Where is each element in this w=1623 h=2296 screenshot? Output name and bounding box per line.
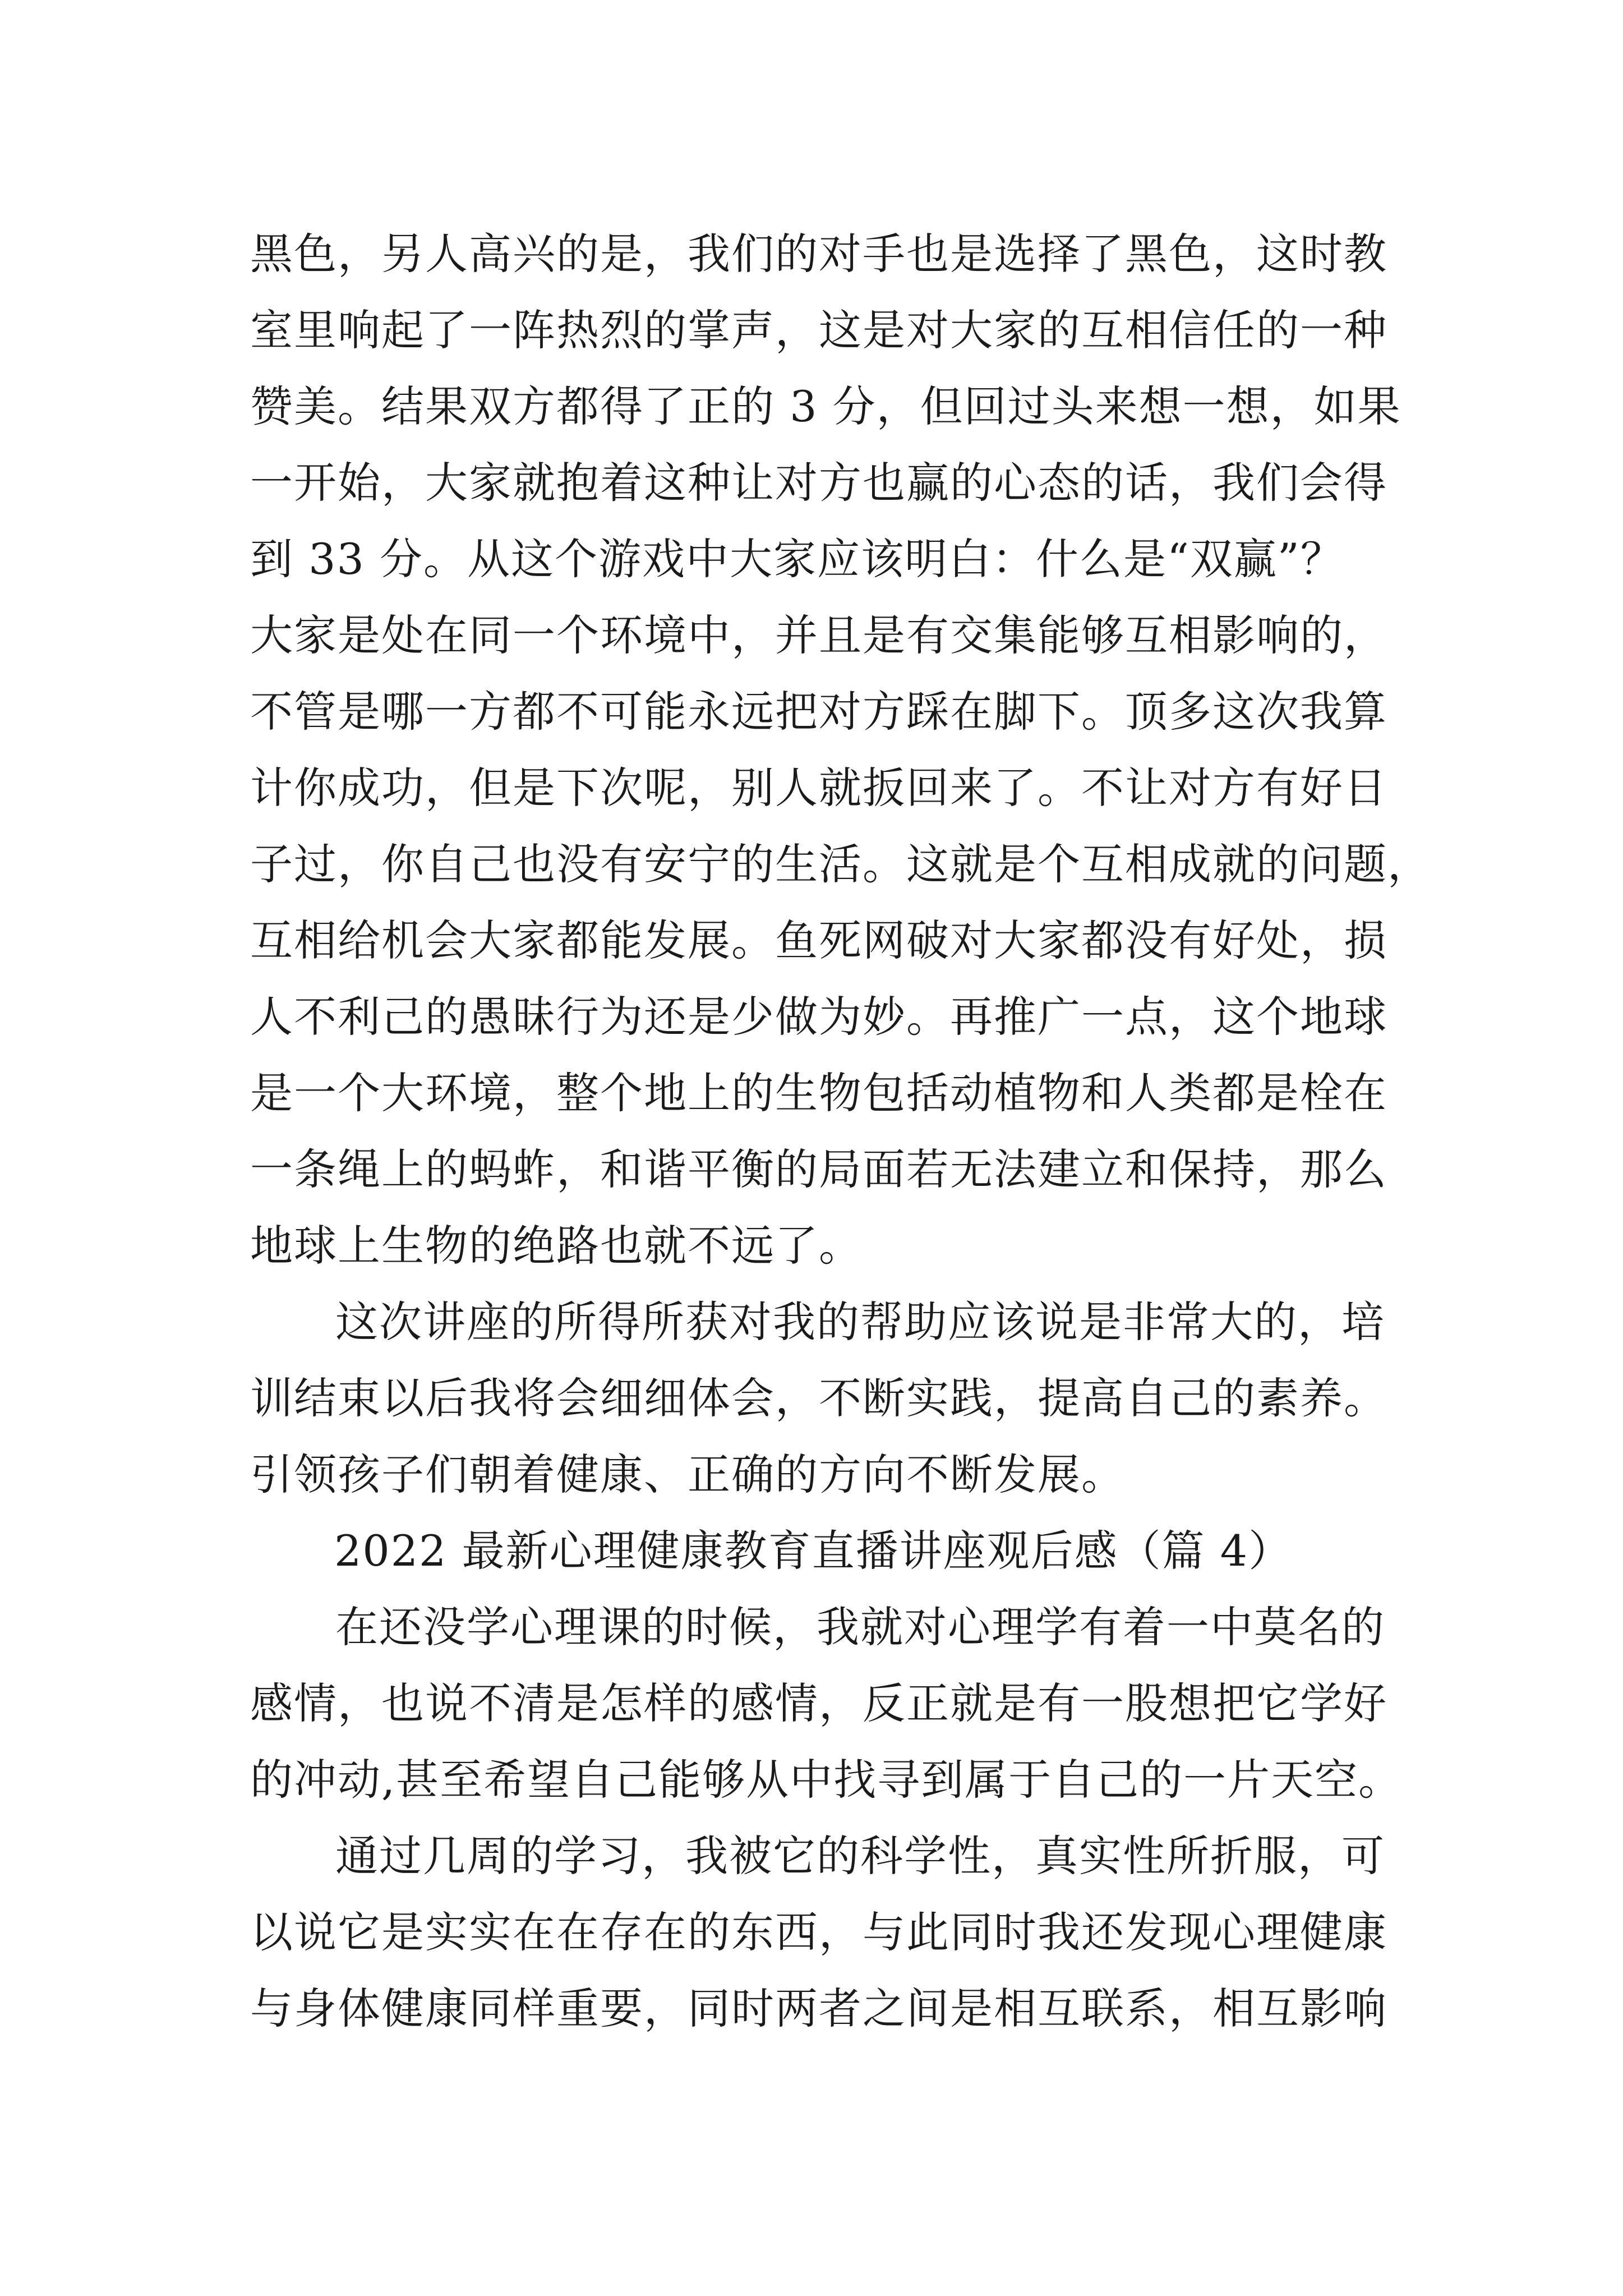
text-line: 不管是哪一方都不可能永远把对方踩在脚下。顶多这次我算 <box>250 687 1387 737</box>
text-line: 到 33 分。从这个游戏中大家应该明白：什么是“双赢”？ <box>250 534 1344 584</box>
text-line: 赞美。结果双方都得了正的 3 分，但回过头来想一想，如果 <box>250 381 1401 431</box>
text-line: 计你成功，但是下次呢，别人就扳回来了。不让对方有好日 <box>250 763 1387 813</box>
paragraph-start-line: 这次讲座的所得所获对我的帮助应该说是非常大的，培 <box>335 1297 1385 1347</box>
text-line: 以说它是实实在在存在的东西，与此同时我还发现心理健康 <box>250 1907 1387 1957</box>
text-line: 人不利己的愚昧行为还是少做为妙。再推广一点，这个地球 <box>250 992 1387 1042</box>
text-line: 是一个大环境，整个地上的生物包括动植物和人类都是栓在 <box>250 1068 1387 1118</box>
text-line: 训结束以后我将会细细体会，不断实践，提高自己的素养。 <box>250 1373 1387 1423</box>
text-line: 子过，你自己也没有安宁的生活。这就是个互相成就的问题， <box>250 839 1431 889</box>
text-line: 引领孩子们朝着健康、正确的方向不断发展。 <box>250 1450 1125 1499</box>
text-line: 黑色，另人高兴的是，我们的对手也是选择了黑色，这时教 <box>250 229 1387 279</box>
text-line: 地球上生物的绝路也就不远了。 <box>250 1221 863 1271</box>
text-line: 互相给机会大家都能发展。鱼死网破对大家都没有好处，损 <box>250 915 1387 965</box>
section-heading: 2022 最新心理健康教育直播讲座观后感（篇 4） <box>334 1526 1293 1576</box>
paragraph-start-line: 通过几周的学习，我被它的科学性，真实性所折服，可 <box>335 1831 1385 1881</box>
text-line: 的冲动,甚至希望自己能够从中找寻到属于自己的一片天空。 <box>250 1755 1403 1805</box>
text-line: 与身体健康同样重要，同时两者之间是相互联系，相互影响 <box>250 1984 1387 2033</box>
text-line: 大家是处在同一个环境中，并且是有交集能够互相影响的， <box>250 610 1387 660</box>
text-line: 感情，也说不清是怎样的感情，反正就是有一股想把它学好 <box>250 1678 1387 1728</box>
paragraph-start-line: 在还没学心理课的时候，我就对心理学有着一中莫名的 <box>335 1602 1385 1652</box>
text-line: 一条绳上的蚂蚱，和谐平衡的局面若无法建立和保持，那么 <box>250 1144 1387 1194</box>
body-text <box>250 216 1431 2047</box>
text-line: 一开始，大家就抱着这种让对方也赢的心态的话，我们会得 <box>250 458 1387 508</box>
text-line: 室里响起了一阵热烈的掌声，这是对大家的互相信任的一种 <box>250 305 1387 355</box>
